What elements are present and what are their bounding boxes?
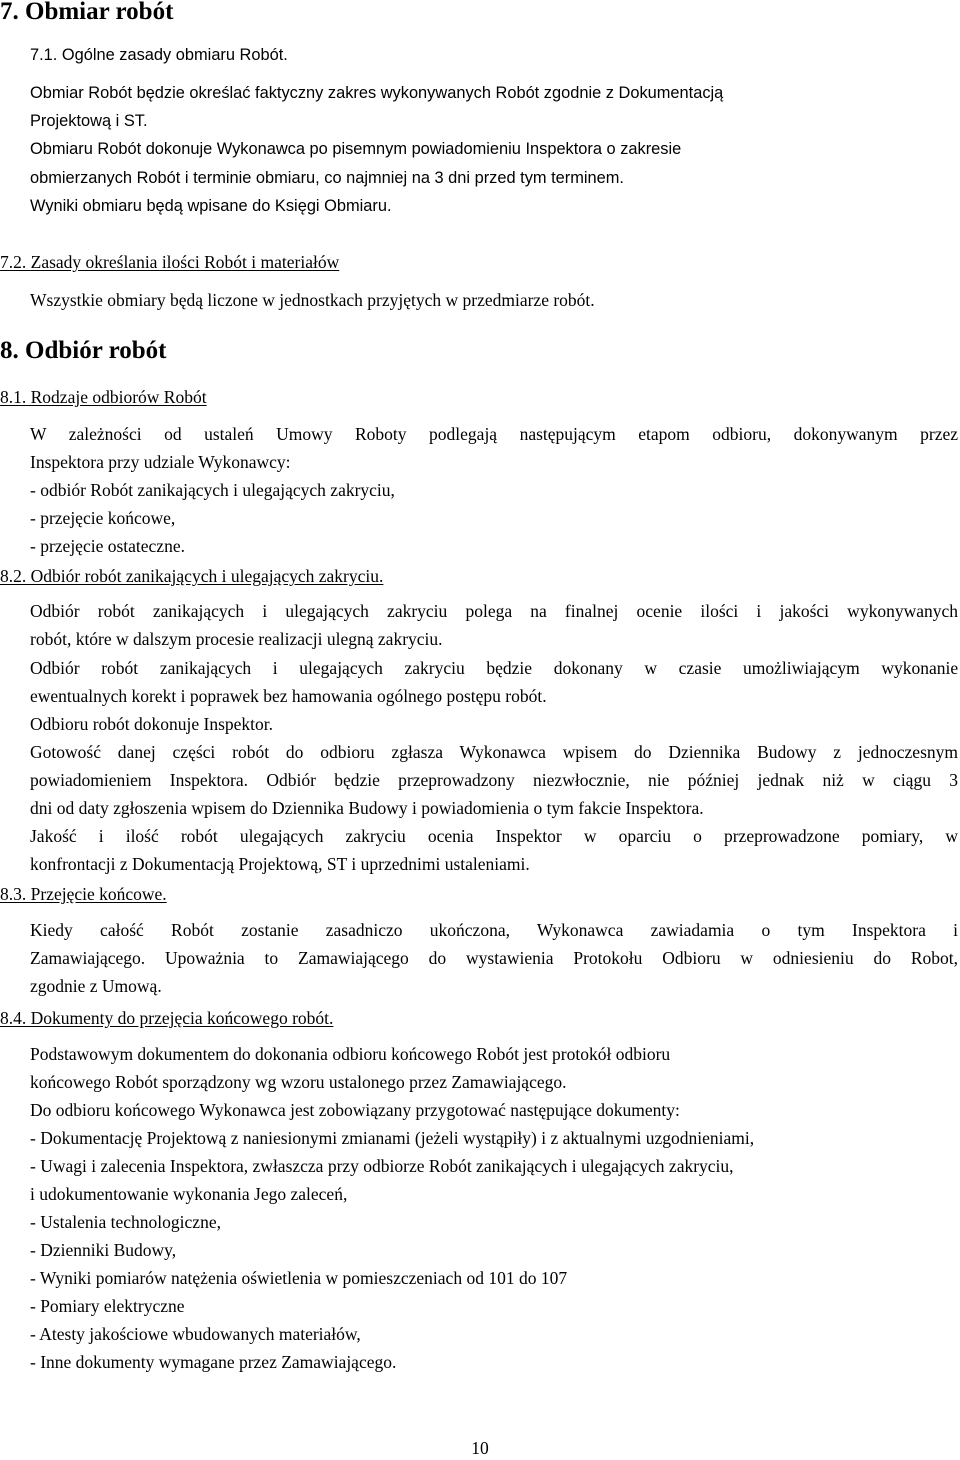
paragraph-line: Odbiór robót zanikających i ulegających zakryciu polega na finalnej ocenie ilości i jakości wykonywanych: [30, 601, 958, 621]
paragraph-line: Zamawiającego. Upoważnia to Zamawiającego do wystawienia Protokołu Odbioru w odniesieniu do Robot,: [30, 948, 958, 968]
list-item: - Dokumentację Projektową z naniesionymi zmianami (jeżeli wystąpiły) i z aktualnymi uzgodnieniami,: [30, 1128, 755, 1148]
paragraph-line: robót, które w dalszym procesie realizacji ulegną zakryciu.: [30, 629, 443, 649]
paragraph-line: Inspektora przy udziale Wykonawcy:: [30, 452, 291, 472]
list-item: - przejęcie ostateczne.: [30, 536, 185, 556]
page-number: 10: [471, 1438, 489, 1458]
section-8-3-heading: 8.3. Przejęcie końcowe.: [0, 884, 167, 904]
paragraph-line: obmierzanych Robót i terminie obmiaru, co najmniej na 3 dni przed tym terminem.: [30, 169, 624, 187]
paragraph-line: Odbiór robót zanikających i ulegających zakryciu będzie dokonany w czasie umożliwiającym wykonanie: [30, 658, 959, 678]
paragraph-line: konfrontacji z Dokumentacją Projektową, ST i uprzednimi ustaleniami.: [30, 854, 530, 874]
list-item: i udokumentowanie wykonania Jego zaleceń,: [30, 1184, 348, 1204]
paragraph-line: Obmiar Robót będzie określać faktyczny zakres wykonywanych Robót zgodnie z Dokumentacją: [30, 84, 724, 102]
list-item: - przejęcie końcowe,: [30, 508, 176, 528]
list-item: - Inne dokumenty wymagane przez Zamawiającego.: [30, 1352, 397, 1372]
paragraph-line: Kiedy całość Robót zostanie zasadniczo ukończona, Wykonawca zawiadamia o tym Inspektora i: [30, 920, 959, 940]
paragraph-line: Wszystkie obmiary będą liczone w jednostkach przyjętych w przedmiarze robót.: [30, 290, 595, 310]
section-8-4-heading: 8.4. Dokumenty do przejęcia końcowego robót.: [0, 1008, 334, 1028]
paragraph-line: Podstawowym dokumentem do dokonania odbioru końcowego Robót jest protokół odbioru: [30, 1044, 671, 1064]
list-item: - Ustalenia technologiczne,: [30, 1212, 221, 1232]
paragraph-line: końcowego Robót sporządzony wg wzoru ustalonego przez Zamawiającego.: [30, 1072, 567, 1092]
list-item: - Wyniki pomiarów natężenia oświetlenia w pomieszczeniach od 101 do 107: [30, 1268, 568, 1288]
section-8-title: 8. Odbiór robót: [0, 337, 167, 364]
paragraph-line: Do odbioru końcowego Wykonawca jest zobowiązany przygotować następujące dokumenty:: [30, 1100, 680, 1120]
paragraph-line: ewentualnych korekt i poprawek bez hamowania ogólnego postępu robót.: [30, 686, 547, 706]
paragraph-line: Obmiaru Robót dokonuje Wykonawca po pisemnym powiadomieniu Inspektora o zakresie: [30, 140, 682, 158]
paragraph-line: powiadomieniem Inspektora. Odbiór będzie przeprowadzony niezwłocznie, nie później jednak niż w ciągu 3: [30, 770, 958, 790]
paragraph-line: Gotowość danej części robót do odbioru zgłasza Wykonawca wpisem do Dziennika Budowy z jednoczesnym: [30, 742, 958, 762]
section-7-2-heading: 7.2. Zasady określania ilości Robót i materiałów: [0, 252, 340, 272]
paragraph-line: Wyniki obmiaru będą wpisane do Księgi Obmiaru.: [30, 197, 392, 215]
section-7-title: 7. Obmiar robót: [0, 0, 174, 25]
list-item: - odbiór Robót zanikających i ulegających zakryciu,: [30, 480, 395, 500]
list-item: - Pomiary elektryczne: [30, 1296, 185, 1316]
section-8-1-heading: 8.1. Rodzaje odbiorów Robót: [0, 387, 207, 407]
list-item: - Uwagi i zalecenia Inspektora, zwłaszcza przy odbiorze Robót zanikających i ulegających zakryciu,: [30, 1156, 734, 1176]
paragraph-line: Projektową i ST.: [30, 112, 148, 130]
section-7-1-heading: 7.1. Ogólne zasady obmiaru Robót.: [30, 46, 288, 64]
paragraph-line: Jakość i ilość robót ulegających zakryciu ocenia Inspektor w oparciu o przeprowadzone pomiary, w: [30, 826, 958, 846]
list-item: - Dzienniki Budowy,: [30, 1240, 177, 1260]
paragraph-line: W zależności od ustaleń Umowy Roboty podlegają następującym etapom odbioru, dokonywanym przez: [30, 424, 958, 444]
paragraph-line: dni od daty zgłoszenia wpisem do Dziennika Budowy i powiadomienia o tym fakcie Inspektora.: [30, 798, 704, 818]
list-item: - Atesty jakościowe wbudowanych materiałów,: [30, 1324, 361, 1344]
paragraph-line: Odbioru robót dokonuje Inspektor.: [30, 714, 274, 734]
section-8-2-heading: 8.2. Odbiór robót zanikających i ulegających zakryciu.: [0, 566, 384, 586]
paragraph-line: zgodnie z Umową.: [30, 976, 162, 996]
